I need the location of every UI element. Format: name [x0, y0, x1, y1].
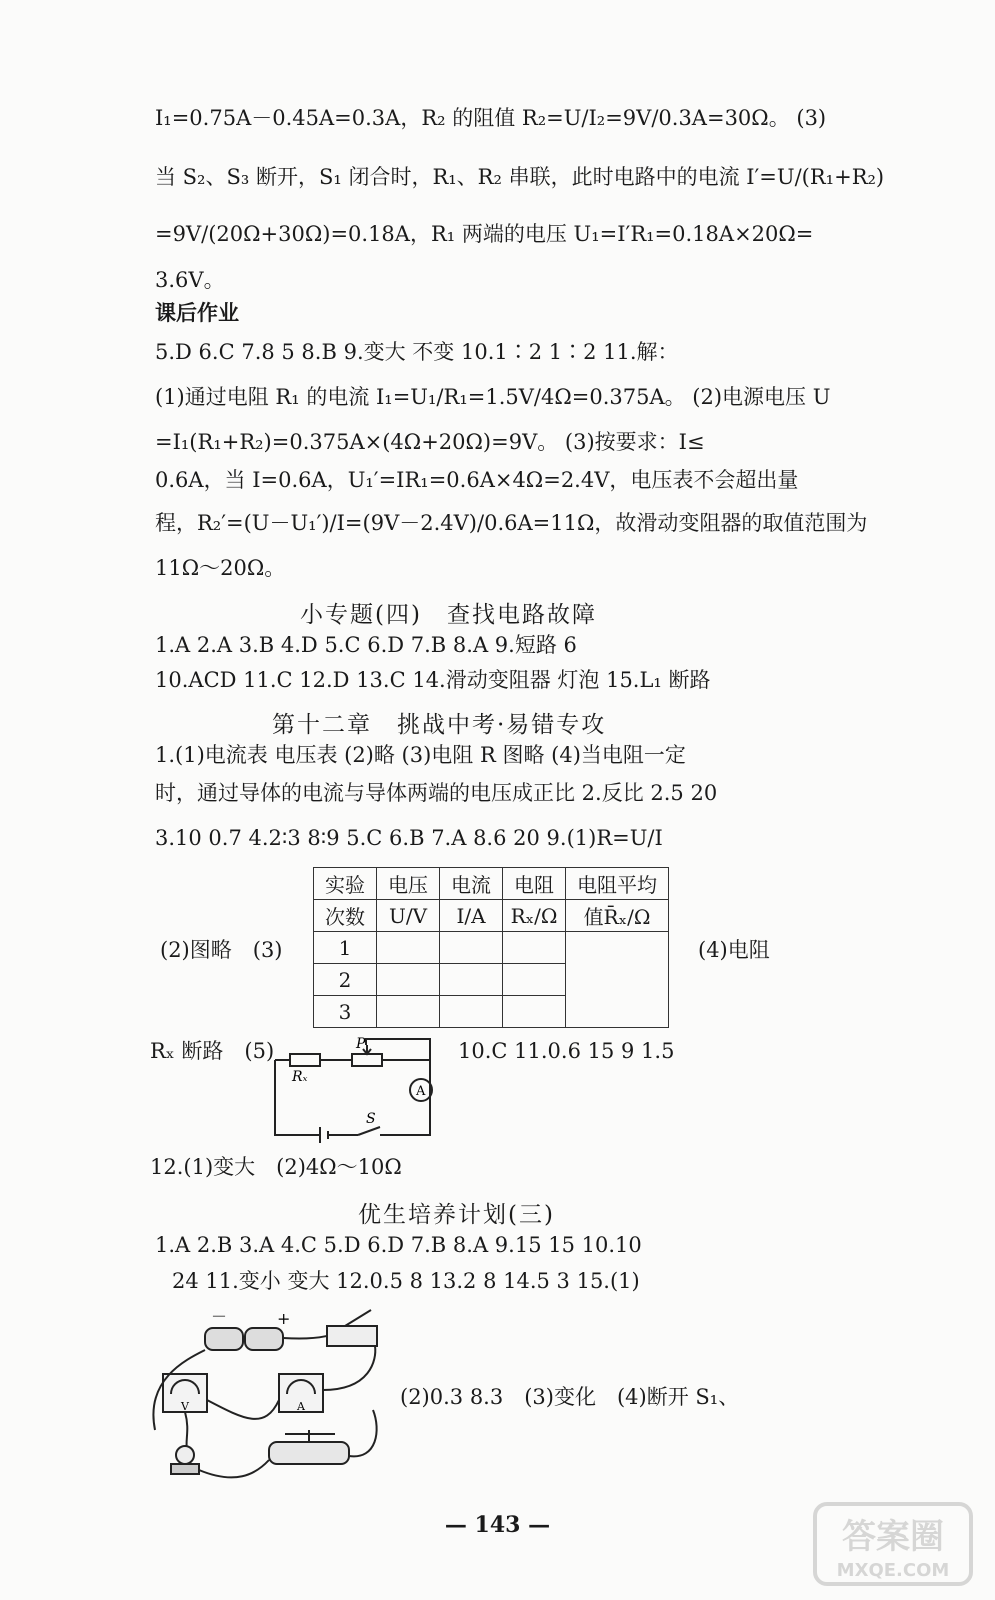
topic4-line-1: 1.A 2.A 3.B 4.D 5.C 6.D 7.B 8.A 9.短路 6 — [155, 633, 577, 657]
voltmeter-label: V — [181, 1400, 189, 1413]
chapter12-line-2: 时，通过导体的电流与导体两端的电压成正比 2.反比 2.5 20 — [155, 781, 718, 805]
svg-text:MXQE.COM: MXQE.COM — [836, 1560, 950, 1581]
circuit-label-p: P — [356, 1036, 366, 1052]
table-cell — [377, 932, 440, 964]
table-row — [314, 932, 669, 964]
ammeter-label: A — [416, 1084, 426, 1099]
solution-line-1: I₁=0.75A－0.45A=0.3A，R₂ 的阻值 R₂=U/I₂=9V/0.3A=30Ω。 (3) — [155, 106, 827, 130]
table-cell — [503, 964, 566, 996]
plan3-title: 优生培养计划(三) — [358, 1202, 555, 1228]
plan3-line-3: (2)0.3 8.3 (3)变化 (4)断开 S₁、 — [400, 1385, 740, 1409]
experiment-table — [313, 867, 669, 1028]
chapter12-line-1: 1.(1)电流表 电压表 (2)略 (3)电阻 R 图略 (4)当电阻一定 — [155, 743, 686, 767]
table-header-cell: 电阻平均 — [566, 868, 669, 900]
table-cell — [377, 964, 440, 996]
circuit-diagram — [270, 1035, 445, 1145]
plan3-line-1: 1.A 2.B 3.A 4.C 5.D 6.D 7.B 8.A 9.15 15 10.10 — [155, 1233, 642, 1257]
table-cell — [440, 964, 503, 996]
table-header-cell: U/V — [377, 900, 440, 932]
circuit-label-rx: Rₓ — [292, 1069, 308, 1085]
trial-number: 2 — [314, 964, 377, 996]
chapter12-line-4-left: (2)图略 (3) — [160, 938, 283, 962]
table-header-cell: Rₓ/Ω — [503, 900, 566, 932]
table-cell — [566, 932, 669, 1028]
chapter12-line-6: 12.(1)变大 (2)4Ω～10Ω — [150, 1155, 402, 1179]
table-cell — [503, 996, 566, 1028]
chapter12-line-5-right: 10.C 11.0.6 15 9 1.5 — [458, 1039, 675, 1063]
homework-line-2: (1)通过电阻 R₁ 的电流 I₁=U₁/R₁=1.5V/4Ω=0.375A。 (2)电源电压 U — [155, 385, 831, 409]
page-number: — 143 — — [444, 1512, 551, 1538]
table-cell — [503, 932, 566, 964]
solution-line-3: =9V/(20Ω+30Ω)=0.18A，R₁ 两端的电压 U₁=I′R₁=0.18A×20Ω= — [155, 222, 814, 246]
homework-heading: 课后作业 — [155, 301, 239, 325]
chapter12-line-3: 3.10 0.7 4.2∶3 8∶9 5.C 6.B 7.A 8.6 20 9.(1)R=U/I — [155, 826, 663, 850]
table-header-cell: I/A — [440, 900, 503, 932]
svg-text:答案圈: 答案圈 — [842, 1517, 944, 1557]
homework-line-1: 5.D 6.C 7.8 5 8.B 9.变大 不变 10.1∶2 1∶2 11.解： — [155, 340, 679, 364]
table-cell — [377, 996, 440, 1028]
homework-line-6: 11Ω～20Ω。 — [155, 556, 286, 580]
homework-line-5: 程，R₂′=(U－U₁′)/I=(9V－2.4V)/0.6A=11Ω，故滑动变阻器的取值范围为 — [155, 511, 868, 535]
table-cell — [440, 932, 503, 964]
topic4-line-2: 10.ACD 11.C 12.D 13.C 14.滑动变阻器 灯泡 15.L₁ 断路 — [155, 668, 711, 692]
topic4-title: 小专题(四) 查找电路故障 — [300, 602, 597, 628]
apparatus-diagram — [145, 1307, 390, 1485]
table-header-cell: 电阻 — [503, 868, 566, 900]
table-header-cell: 值R̄ₓ/Ω — [566, 900, 669, 932]
ammeter-label: A — [297, 1400, 305, 1413]
table-header-cell: 电流 — [440, 868, 503, 900]
table-cell — [440, 996, 503, 1028]
table-header-cell: 实验 — [314, 868, 377, 900]
switch-label: S — [366, 1111, 376, 1127]
battery-minus-label: － — [211, 1307, 228, 1326]
chapter12-line-5-left: Rₓ 断路 (5) — [150, 1039, 275, 1063]
battery-plus-label: + — [277, 1309, 291, 1328]
table-header-cell: 电压 — [377, 868, 440, 900]
watermark-logo — [813, 1502, 973, 1586]
solution-line-2: 当 S₂、S₃ 断开，S₁ 闭合时，R₁、R₂ 串联，此时电路中的电流 I′=U/(R₁+R₂) — [155, 165, 885, 189]
chapter12-title: 第十二章 挑战中考·易错专攻 — [272, 712, 607, 738]
trial-number: 3 — [314, 996, 377, 1028]
homework-line-3: =I₁(R₁+R₂)=0.375A×(4Ω+20Ω)=9V。 (3)按要求：I≤ — [155, 430, 705, 454]
homework-line-4: 0.6A，当 I=0.6A，U₁′=IR₁=0.6A×4Ω=2.4V，电压表不会超出量 — [155, 468, 799, 492]
chapter12-line-4-right: (4)电阻 — [698, 938, 770, 962]
table-header-cell: 次数 — [314, 900, 377, 932]
solution-line-4: 3.6V。 — [155, 268, 225, 292]
trial-number: 1 — [314, 932, 377, 964]
plan3-line-2: 24 11.变小 变大 12.0.5 8 13.2 8 14.5 3 15.(1) — [172, 1269, 640, 1293]
